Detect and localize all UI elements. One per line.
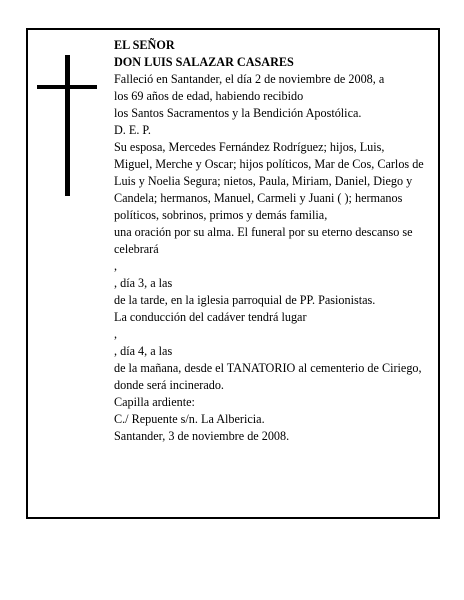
conduction-day: , día 4, a las [114,344,173,358]
dep-line: D. E. P. [114,123,151,137]
date-place: Santander, 3 de noviembre de 2008. [114,429,290,443]
death-line-2: los 69 años de edad, habiendo recibido [114,89,304,103]
funeral-day: , día 3, a las [114,276,173,290]
funeral-place: de la tarde, en la iglesia parroquial de PP. Pasionistas. [114,293,376,307]
conduction-route: de la mañana, desde el TANATORIO al cementerio de Ciriego, donde será incinerado. [114,361,422,392]
prayer-request: una oración por su alma. El funeral por su eterno descanso se celebrará [114,225,413,256]
chapel-label: Capilla ardiente: [114,395,195,409]
cross-icon-bar [37,85,97,89]
death-line-1: Falleció en Santander, el día 2 de noviembre de 2008, a [114,72,385,86]
chapel-address: C./ Repuente s/n. La Albericia. [114,412,265,426]
obituary-text [114,37,424,445]
family-paragraph: Su esposa, Mercedes Fernández Rodríguez; hijos, Luis, Miguel, Merche y Oscar; hijos políticos, Mar de Cos, Carlos de Luis y Noelia Segura; nietos, Paula, Miriam, Daniel, Diego y Candela; hermanos, Manuel, Carmeli y Juani ( ); hermanos políticos, sobrinos, primos y demás familia, [114,140,424,222]
comma-line: , [114,327,118,341]
deceased-name: DON LUIS SALAZAR CASARES [114,55,294,69]
comma-line: , [114,259,118,273]
cross-icon [65,55,70,196]
heading-title: EL SEÑOR [114,38,175,52]
conduction-line: La conducción del cadáver tendrá lugar [114,310,307,324]
sacraments-line: los Santos Sacramentos y la Bendición Apostólica. [114,106,362,120]
